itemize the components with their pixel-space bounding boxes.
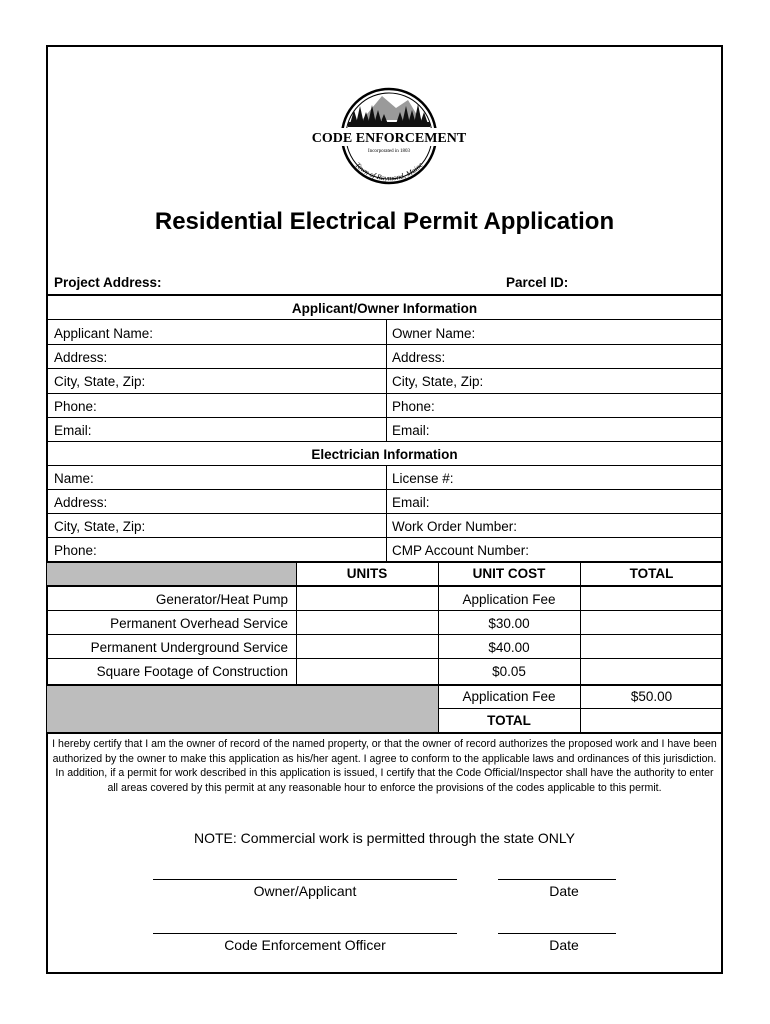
- officer-date-label: Date: [549, 937, 579, 953]
- units-header: UNITS: [346, 566, 388, 581]
- applicant-email-field[interactable]: Email:: [54, 423, 92, 438]
- certification-text: I hereby certify that I am the owner of record of the named property, or that the owner of record authorizes the proposed work and I have been authorized by the owner to make this application as his/her agent. I agree to conform to the applicable laws and ordinances of this jurisdiction. In addition, if a permit for work described in this application is issued, I certify that the Code Official/Inspector shall have the authority to enter all areas covered by this permit at any reasonable hour to enforce the provisions of the codes applicable to this permit.: [52, 738, 717, 794]
- owner-city-field[interactable]: City, State, Zip:: [392, 374, 484, 389]
- total-header: TOTAL: [629, 566, 674, 581]
- fee-item-square-footage: Square Footage of Construction: [96, 664, 288, 679]
- unit-cost-header: UNIT COST: [472, 566, 546, 581]
- parcel-id-label: Parcel ID:: [506, 275, 569, 290]
- applicant-owner-header: Applicant/Owner Information: [291, 301, 478, 316]
- svg-text:Town of Raymond, Maine: [353, 160, 425, 183]
- work-order-field[interactable]: Work Order Number:: [392, 519, 518, 534]
- application-fee-label: Application Fee: [462, 689, 556, 704]
- fee-item-overhead: Permanent Overhead Service: [110, 616, 288, 631]
- code-enforcement-officer-label: Code Enforcement Officer: [224, 937, 386, 953]
- owner-date-label: Date: [549, 883, 579, 899]
- officer-signature-line[interactable]: [153, 933, 457, 934]
- applicant-phone-field[interactable]: Phone:: [54, 399, 97, 414]
- logo-town: Town of Raymond, Maine: [353, 160, 425, 183]
- page-title: Residential Electrical Permit Application: [154, 208, 615, 235]
- owner-name-field[interactable]: Owner Name:: [392, 326, 476, 341]
- application-fee-value: $50.00: [630, 689, 673, 704]
- license-number-field[interactable]: License #:: [392, 471, 454, 486]
- owner-date-line[interactable]: [498, 879, 616, 880]
- logo-incorporated: Incorporated in 1803: [368, 149, 410, 154]
- project-address-label: Project Address:: [54, 275, 162, 290]
- applicant-name-field[interactable]: Applicant Name:: [54, 326, 154, 341]
- logo-name: CODE ENFORCEMENT: [312, 131, 466, 146]
- total-label: TOTAL: [487, 713, 531, 728]
- owner-applicant-label: Owner/Applicant: [253, 883, 357, 899]
- electrician-address-field[interactable]: Address:: [54, 495, 108, 510]
- fee-cost-generator: Application Fee: [462, 592, 556, 607]
- commercial-note: NOTE: Commercial work is permitted through the state ONLY: [194, 830, 575, 846]
- fee-cost-underground: $40.00: [488, 640, 530, 655]
- owner-phone-field[interactable]: Phone:: [392, 399, 435, 414]
- applicant-address-field[interactable]: Address:: [54, 350, 108, 365]
- electrician-name-field[interactable]: Name:: [54, 471, 94, 486]
- fee-cost-overhead: $30.00: [488, 616, 530, 631]
- owner-address-field[interactable]: Address:: [392, 350, 446, 365]
- fee-item-generator: Generator/Heat Pump: [155, 592, 288, 607]
- electrician-phone-field[interactable]: Phone:: [54, 543, 97, 558]
- cmp-account-field[interactable]: CMP Account Number:: [392, 543, 530, 558]
- electrician-header: Electrician Information: [311, 447, 458, 462]
- owner-signature-line[interactable]: [153, 879, 457, 880]
- owner-email-field[interactable]: Email:: [392, 423, 430, 438]
- code-enforcement-seal-logo: [312, 72, 466, 202]
- electrician-email-field[interactable]: Email:: [392, 495, 430, 510]
- electrician-city-field[interactable]: City, State, Zip:: [54, 519, 146, 534]
- officer-date-line[interactable]: [498, 933, 616, 934]
- applicant-city-field[interactable]: City, State, Zip:: [54, 374, 146, 389]
- fee-item-underground: Permanent Underground Service: [90, 640, 288, 655]
- fee-cost-square-footage: $0.05: [492, 664, 526, 679]
